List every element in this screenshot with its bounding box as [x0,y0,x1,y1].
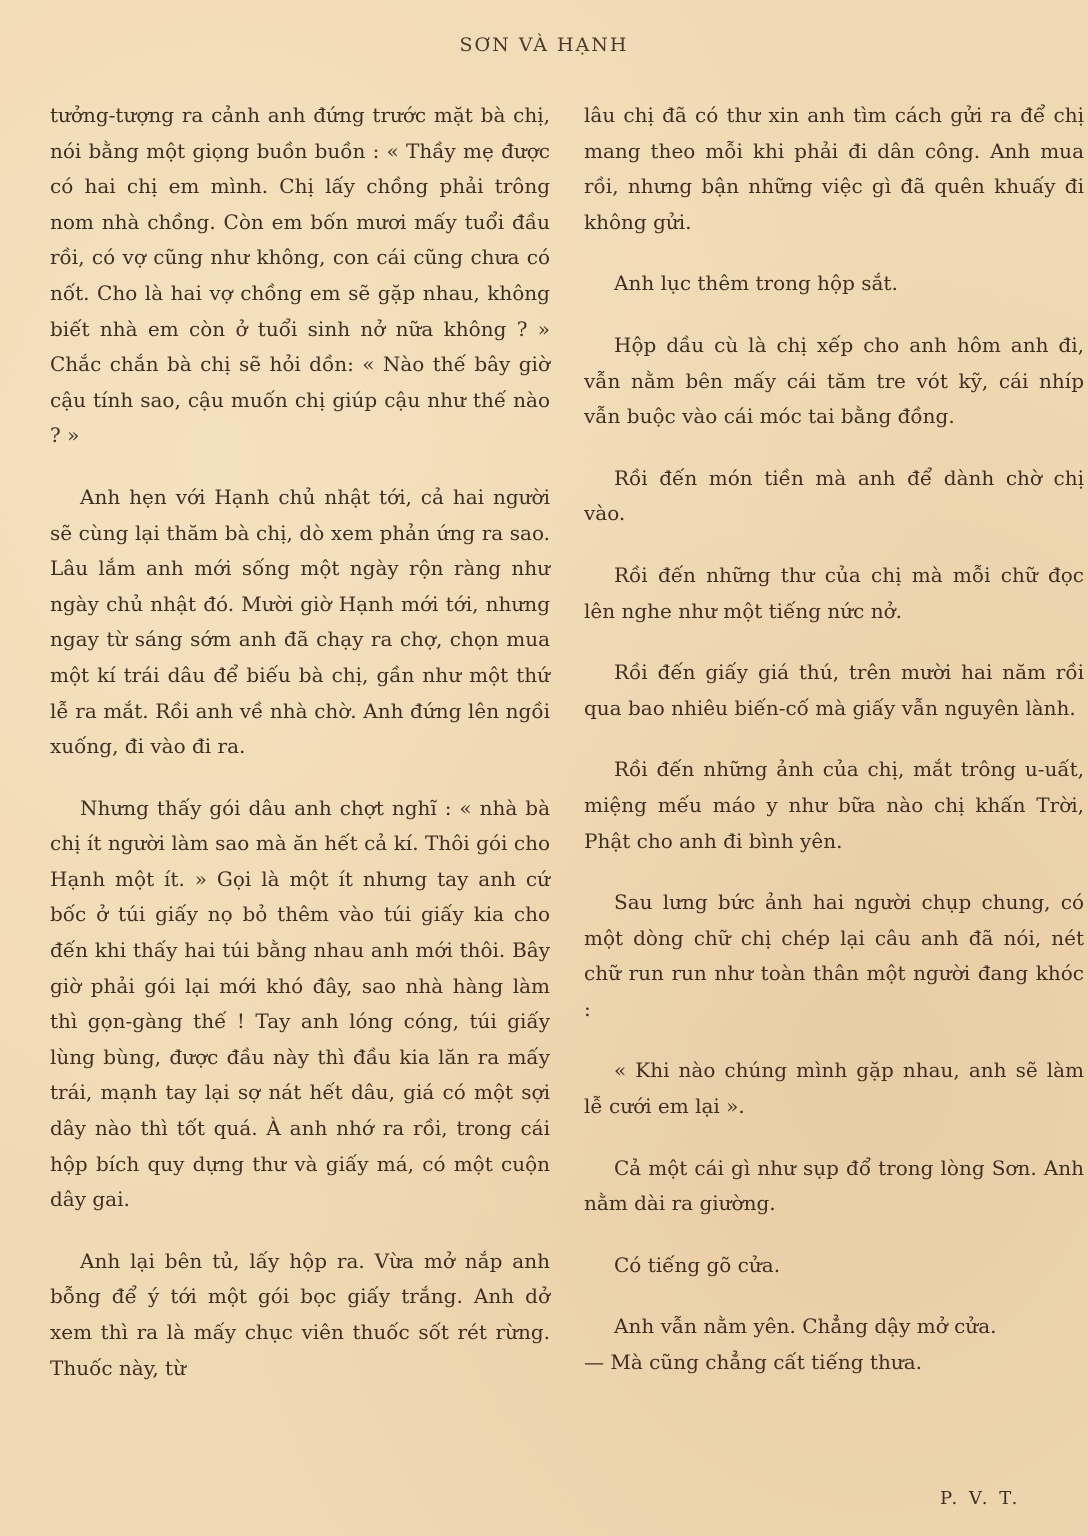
paragraph: Rồi đến những ảnh của chị, mắt trông u-uất, miệng mếu máo y như bữa nào chị khấn Trời, Phật cho anh đi bình yên. [584,757,1084,853]
paragraph: Rồi đến giấy giá thú, trên mười hai năm rồi qua bao nhiêu biến-cố mà giấy vẫn nguyên lành. [584,660,1084,720]
paragraph: — Mà cũng chẳng cất tiếng thưa. [584,1350,922,1375]
paragraph: Có tiếng gõ cửa. [614,1252,781,1277]
paragraph: Rồi đến món tiền mà anh để dành chờ chị vào. [584,465,1084,526]
paragraph: Nhưng thấy gói dâu anh chợt nghĩ : « nhà bà chị ít người làm sao mà ăn hết cả kí. Thôi gói cho Hạnh một ít. » Gọi là một ít nhưng tay anh cứ bốc ở túi giấy nọ bỏ thêm vào túi giấy kia cho đến khi thấy hai túi bằng nhau anh mới thôi. Bây giờ phải gói lại mới khó đây, sao nhà hàng làm thì gọn-gàng thế ! Tay anh lóng cóng, túi giấy lùng bùng, được đầu này thì đầu kia lăn ra mấy trái, mạnh tay lại sợ nát hết dâu, giá có một sợi dây nào thì tốt quá. À anh nhớ ra rồi, trong cái hộp bích quy dựng thư và giấy má, có một cuộn dây gai. [50,795,550,1212]
paragraph: Cả một cái gì như sụp đổ trong lòng Sơn. Anh nằm dài ra giường. [584,1155,1084,1216]
paragraph: Rồi đến những thư của chị mà mỗi chữ đọc lên nghe như một tiếng nức nở. [584,562,1084,623]
right-column [584,98,1084,1381]
paragraph: Anh lục thêm trong hộp sắt. [614,271,898,296]
paragraph: Sau lưng bức ảnh hai người chụp chung, có một dòng chữ chị chép lại câu anh đã nói, nét chữ run run như toàn thân một người đang khóc : [584,890,1084,1021]
paragraph: Anh hẹn với Hạnh chủ nhật tới, cả hai người sẽ cùng lại thăm bà chị, dò xem phản ứng ra sao. Lâu lắm anh mới sống một ngày rộn ràng như ngày chủ nhật đó. Mười giờ Hạnh mới tới, nhưng ngay từ sáng sớm anh đã chạy ra chợ, chọn mua một kí trái dâu để biếu bà chị, gần như một thứ lễ ra mắt. Rồi anh về nhà chờ. Anh đứng lên ngồi xuống, đi vào đi ra. [50,484,550,759]
running-title: SƠN VÀ HẠNH [459,34,629,56]
author-signature: P. V. T. [940,1488,1021,1509]
paragraph: Anh lại bên tủ, lấy hộp ra. Vừa mở nắp anh bỗng để ý tới một gói bọc giấy trắng. Anh dở xem thì ra là mấy chục viên thuốc sốt rét rừng. Thuốc này, từ [50,1248,550,1380]
left-column [50,98,550,1386]
paragraph: lâu chị đã có thư xin anh tìm cách gửi ra để chị mang theo mỗi khi phải đi dân công. Anh mua rồi, nhưng bận những việc gì đã quên khuấy đi không gửi. [584,103,1084,234]
paragraph: Hộp dầu cù là chị xếp cho anh hôm anh đi, vẫn nằm bên mấy cái tăm tre vót kỹ, cái nhíp vẫn buộc vào cái móc tai bằng đồng. [584,332,1084,429]
paragraph: « Khi nào chúng mình gặp nhau, anh sẽ làm lễ cưới em lại ». [584,1058,1084,1119]
paragraph: tưởng-tượng ra cảnh anh đứng trước mặt bà chị, nói bằng một giọng buồn buồn : « Thầy mẹ được có hai chị em mình. Chị lấy chồng phải trông nom nhà chồng. Còn em bốn mươi mấy tuổi đầu rồi, có vợ cũng như không, con cái cũng chưa có nốt. Cho là hai vợ chồng em sẽ gặp nhau, không biết nhà em còn ở tuổi sinh nở nữa không ? » Chắc chắn bà chị sẽ hỏi dồn: « Nào thế bây giờ cậu tính sao, cậu muốn chị giúp cậu như thế nào ? » [50,103,550,448]
paragraph: Anh vẫn nằm yên. Chẳng dậy mở cửa. [614,1314,997,1339]
